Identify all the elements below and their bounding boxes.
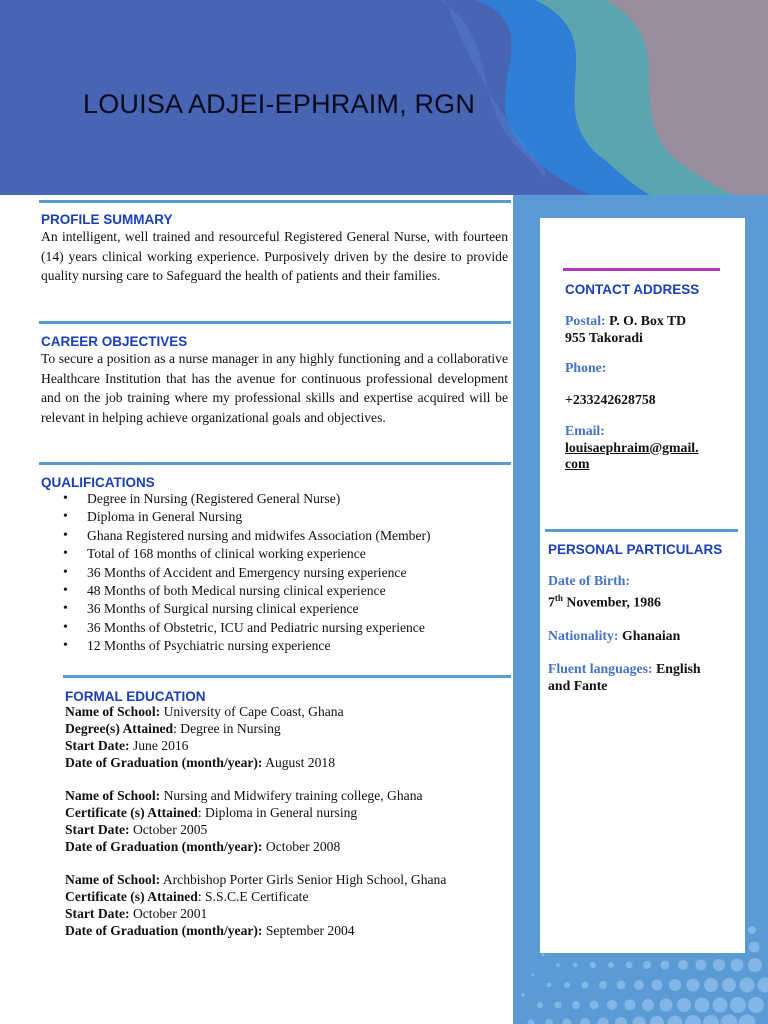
graduation-date-value: September 2004	[265, 922, 355, 938]
school-name: Nursing and Midwifery training college, Ghana	[163, 788, 423, 804]
email-link-line2[interactable]: com	[565, 456, 590, 471]
section-divider	[39, 200, 511, 203]
profile-summary-heading: PROFILE SUMMARY	[41, 212, 173, 227]
start-date-label: Start Date:	[65, 906, 130, 922]
start-date-value: June 2016	[132, 737, 189, 753]
section-divider	[545, 529, 738, 532]
start-date-value: October 2001	[132, 906, 208, 922]
postal-value-line2: 955 Takoradi	[565, 329, 643, 345]
career-objectives-text: To secure a position as a nurse manager in any highly functioning and a collaborative Healthcare Institution that has the avenue for continuous professional development and on the job training where my professional skills and expertise acquired will be relevant in helping achieve organizational goals and objectives.	[41, 351, 508, 425]
qualifications-list	[41, 490, 508, 656]
formal-education-heading: FORMAL EDUCATION	[65, 689, 206, 704]
email-label: Email:	[565, 423, 605, 438]
education-entry	[65, 788, 510, 856]
postal-label: Postal:	[565, 313, 606, 328]
school-label: Name of School:	[65, 704, 161, 719]
section-divider	[39, 462, 511, 465]
graduation-date-label: Date of Graduation (month/year):	[65, 754, 263, 770]
qualifications-section	[41, 475, 508, 656]
list-item: • 36 Months of Accident and Emergency nursing experience	[87, 564, 508, 582]
start-date-label: Start Date:	[65, 737, 130, 753]
languages-label: Fluent languages:	[548, 661, 653, 677]
phone-label: Phone:	[565, 360, 607, 375]
school-name: University of Cape Coast, Ghana	[163, 704, 344, 719]
formal-education-section	[65, 689, 510, 940]
dob-rest: November, 1986	[562, 594, 661, 610]
start-date-value: October 2005	[132, 821, 208, 837]
candidate-name: LOUISA ADJEI-EPHRAIM, RGN	[83, 89, 476, 119]
start-date-label: Start Date:	[65, 821, 130, 837]
award-value: : Diploma in General nursing	[197, 805, 358, 821]
dob-suffix: th	[554, 592, 563, 603]
school-label: Name of School:	[65, 872, 161, 888]
school-label: Name of School:	[65, 788, 161, 804]
list-item: • Total of 168 months of clinical working experience	[87, 545, 508, 563]
languages-value: English	[656, 661, 701, 677]
contact-address-heading: CONTACT ADDRESS	[565, 282, 700, 297]
graduation-date-value: October 2008	[265, 838, 341, 854]
award-value: : Degree in Nursing	[173, 720, 281, 736]
list-item: • Degree in Nursing (Registered General Nurse)	[87, 490, 508, 508]
dob-day: 7	[548, 594, 555, 610]
languages-value-line2: and Fante	[548, 677, 608, 693]
profile-summary-section	[41, 212, 508, 286]
dob-label: Date of Birth:	[548, 573, 630, 588]
list-item: • 36 Months of Obstetric, ICU and Pediatric nursing experience	[87, 619, 508, 637]
certificate-label: Certificate (s) Attained	[65, 889, 198, 905]
award-value: : S.S.C.E Certificate	[197, 889, 309, 905]
nationality-value: Ghanaian	[621, 627, 681, 643]
school-name: Archbishop Porter Girls Senior High School, Ghana	[162, 872, 447, 888]
graduation-date-label: Date of Graduation (month/year):	[65, 922, 263, 938]
nationality-label: Nationality:	[548, 627, 619, 643]
career-objectives-heading: CAREER OBJECTIVES	[41, 334, 188, 349]
list-item: • 36 Months of Surgical nursing clinical experience	[87, 600, 508, 618]
list-item: • 48 Months of both Medical nursing clinical experience	[87, 582, 508, 600]
education-entry	[65, 872, 510, 940]
career-objectives-section	[41, 334, 508, 427]
education-entry	[65, 704, 510, 772]
dob-value	[548, 590, 738, 611]
contact-address-section	[565, 282, 735, 473]
graduation-date-value: August 2018	[265, 754, 335, 770]
certificate-label: Certificate (s) Attained	[65, 805, 198, 821]
qualifications-heading: QUALIFICATIONS	[41, 475, 155, 490]
section-divider	[63, 675, 511, 678]
section-divider	[39, 321, 511, 324]
accent-line	[563, 268, 720, 271]
degree-label: Degree(s) Attained	[65, 720, 174, 736]
postal-value: P. O. Box TD	[609, 313, 687, 328]
graduation-date-label: Date of Graduation (month/year):	[65, 838, 263, 854]
list-item: • 12 Months of Psychiatric nursing experience	[87, 637, 508, 655]
phone-value: +233242628758	[565, 391, 656, 407]
profile-summary-text: An intelligent, well trained and resourceful Registered General Nurse, with fourteen (14) years clinical working experience. Purposively driven by the desire to provide quality nursing care to Safeguard the health of patients and their families.	[41, 229, 508, 283]
personal-particulars-heading: PERSONAL PARTICULARS	[548, 542, 723, 557]
email-link[interactable]: louisaephraim@gmail.	[565, 439, 699, 455]
list-item: • Diploma in General Nursing	[87, 508, 508, 526]
list-item: • Ghana Registered nursing and midwifes Association (Member)	[87, 527, 508, 545]
personal-particulars-section	[548, 542, 738, 694]
